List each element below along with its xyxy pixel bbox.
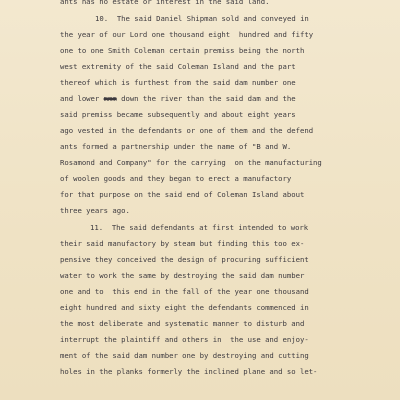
line-end: down the river than the said dam and the: [116, 94, 296, 103]
text-line-with-strikeout: [60, 94, 296, 103]
text-line: water to work the same by destroying the said dam number: [60, 271, 305, 280]
text-line: ment of the said dam number one by destroying and cutting: [60, 351, 309, 360]
text-line: ants has no estate or interest in the said land.: [60, 0, 270, 6]
text-line: pensive they conceived the design of procuring sufficient: [60, 255, 309, 264]
text-line: the most deliberate and systematic manner to disturb and: [60, 319, 305, 328]
text-line: said premiss became subsequently and about eight years: [60, 110, 296, 119]
text-line: west extremity of the said Coleman Island and the part: [60, 62, 296, 71]
text-line: ago vested in the defendants or one of them and the defend: [60, 126, 314, 135]
text-line: one to one Smith Coleman certain premiss being the north: [60, 46, 305, 55]
line-start: and lower: [60, 94, 104, 103]
paragraph-10-heading-line: 10. The said Daniel Shipman sold and conveyed in: [95, 14, 309, 23]
struck-out-word: mmm: [103, 94, 117, 103]
text-line: eight hundred and sixty eight the defendants commenced in: [60, 303, 309, 312]
text-line: their said manufactory by steam but finding this too ex-: [60, 239, 305, 248]
text-line: ants formed a partnership under the name of "B and W.: [60, 142, 292, 151]
text-line: Rosamond and Company" for the carrying on the manufacturing: [60, 158, 322, 167]
text-line: interrupt the plaintiff and others in the use and enjoy-: [60, 335, 309, 344]
text-line: thereof which is furthest from the said dam number one: [60, 78, 296, 87]
text-line: three years ago.: [60, 206, 130, 215]
paragraph-11-heading-line: 11. The said defendants at first intended to work: [90, 223, 309, 232]
text-line: holes in the planks formerly the inclined plane and so let-: [60, 367, 318, 376]
text-line: of woolen goods and they began to erect a manufactory: [60, 174, 292, 183]
text-line: for that purpose on the said end of Coleman Island about: [60, 190, 305, 199]
text-line: the year of our Lord one thousand eight hundred and fifty: [60, 30, 314, 39]
text-line: one and to this end in the fall of the year one thousand: [60, 287, 309, 296]
